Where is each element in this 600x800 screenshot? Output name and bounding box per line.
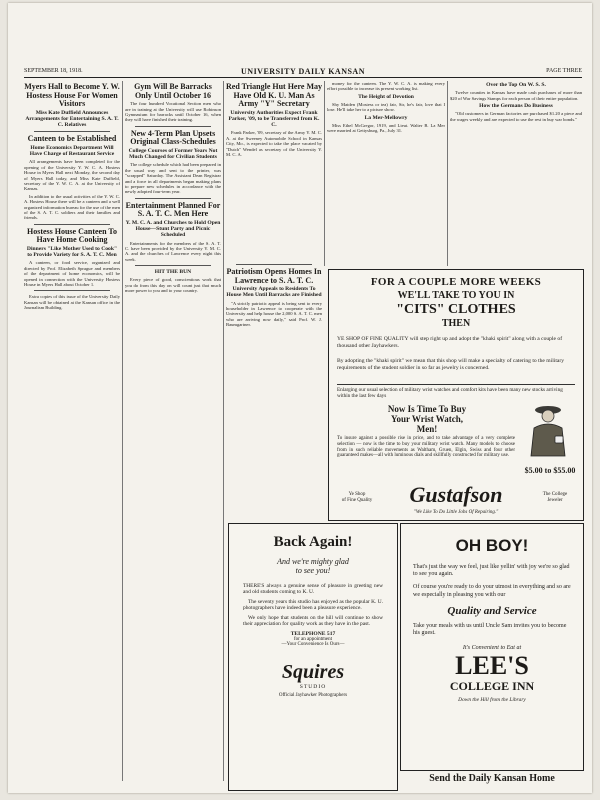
headline-hit-the-bun: HIT THE BUN [154, 269, 192, 276]
ad-body-2: By adopting the "khaki spirit" we mean that this shop will make a specialty of catering to the military requirements of the student soldier in so far as jewelry is concerned. [337, 358, 565, 371]
price-range: $5.00 to $55.00 [524, 466, 576, 475]
squires-telephone: TELEPHONE 517 [290, 631, 336, 638]
squires-studio: STUDIO [299, 684, 327, 691]
column-rule [324, 81, 325, 266]
ad-headline-1: FOR A COUPLE MORE WEEKS [370, 276, 542, 288]
article-paragraph: Miss Ethel McGregor, 1919, and Lieut. Walter B. La Mer were married at Gettysburg, Pa., July 31. [327, 123, 445, 134]
watch-line-3: Men! [416, 424, 438, 434]
ad-left-tag [337, 492, 377, 504]
lees-body-3: Take your meals with us until Uncle Sam invites you to become his guest. [413, 622, 567, 637]
subhead-university-appeals: University Appeals to Residents To House Men Until Barracks are Finished [226, 286, 322, 299]
column-rule [223, 81, 224, 781]
watch-line-2: Your Wrist Watch, [390, 414, 464, 424]
headline-entertainment: Entertainment Planned For S. A. T. C. Men Here [125, 200, 221, 219]
article-paragraph: Frank Parker, '09, secretary of the Army Y. M. C. A. at the Sweeney Automobile School in Kansas City, Mo., is expected to take the place vacated by "Dutch" Wendel as secretary of the University Y. M. C. A. [226, 130, 322, 158]
ad-squires [228, 523, 398, 791]
squires-appt-1: for an appointment [293, 637, 333, 643]
article-paragraph: "Old customers in German factories are purchased $1.20 a piece and the wages weekly and are expected to use the rest in buy war bonds." [450, 111, 582, 122]
article-paragraph: Shy Maiden (Mostess or tea) fair, Sir, he's fair, love that I lose. He'll take her to a picture show. [327, 102, 445, 113]
article-paragraph: The college schedule which had been prepared in the usual way and sent to the printer, was "scrapped" Saturday. The Assistant Dean Registrar and a force in all departments began making plans to prepare new schedules in accordance with the newly adopted four-term year. [125, 162, 221, 195]
divider [34, 131, 110, 132]
gustafson-logo: Gustafson [409, 482, 503, 507]
squires-body-3: We only hope that students on the hill will continue to show their appreciation for quality work as they have in the past. [243, 614, 383, 628]
article-paragraph: "A strictly patriotic appeal is being sent to every householder in Lawrence to cooperate with the University and help house the 2,000 S. A. T. C. men who are arriving now daily," said Prof. W. J. Baumgartner. [226, 300, 322, 328]
right-tag-line-2: Jeweler [547, 498, 563, 503]
left-tag-line-1: Ye Shop [348, 492, 366, 497]
ad-watch-body: To insure against a possible rise in price, and to take advantage of a very complete selection — now is the time to buy your military wrist watch. Many models to choose from in such reliable movements as Waltham, Gruen, Elgin, Swiss and four other guaranteed makes—all with luminous dials and skillfully constructed for military use. [337, 436, 515, 459]
column-2 [125, 81, 221, 781]
ad-right-tag [533, 492, 577, 504]
divider [34, 224, 110, 225]
column-5 [450, 81, 582, 266]
divider [34, 290, 110, 291]
headline-canteen: Canteen to be Established [27, 134, 117, 144]
article-paragraph: money for the canteen. The Y. W. C. A. is making every effort possible to increase its present working list. [327, 81, 445, 92]
headline-germans: How the Germans Do Business [479, 103, 553, 110]
ad-body-3: Enlarging our usual selection of military wrist watches and comfort kits have been many new stocks arriving within the last few days [337, 384, 575, 399]
ad-slogan: "We Like To Do Little Jobs Of Repairing." [413, 510, 499, 515]
article-paragraph: Twelve counties in Kansas have made cash purchases of more than $20 of War Savings Stamps for each person of their entire population. [450, 90, 582, 101]
article-paragraph: Every piece of good, conscientious work that you do from this day on will count just that much more power to you and to your country. [125, 277, 221, 294]
column-rule [447, 81, 448, 266]
article-paragraph: All arrangements have been completed for the opening of the University Y. W. C. A. Hostess House in Myers Hall next Monday, the second day of Myers Hall today, and Miss Kate Duffield, secretary of the Y. W. C. A. at the University of Kansas. [24, 159, 120, 192]
subhead-dinners: Dinners "Like Mother Used to Cook" to Provide Variety for S. A. T. C. Men [26, 246, 118, 259]
divider [236, 264, 312, 265]
wrist-watch-icon [555, 436, 563, 443]
page-header [24, 67, 582, 78]
subhead-duffield: Miss Kate Duffield Announces Arrangements for Entertaining S. A. T. C. Relatives [25, 109, 119, 129]
lees-name: LEE'S [455, 651, 529, 681]
lees-body-2: Of course you're ready to do your utmost in everything and so are we especially in pleasing you with our [413, 584, 571, 598]
article-paragraph: A canteen, or food service, organized and directed by Prof. Elizabeth Sprague and members of the department of home economics, will be opened in connection with the University Hostess House in Myers Hall about October 1. [24, 260, 120, 288]
article-paragraph: Extra copies of this issue of the University Daily Kansan will be obtained at the Kansan office in the Journalism Building. [24, 294, 120, 311]
article-paragraph: Entertainments for the members of the S. A. T. C. have been provided by the University Y. M. C. A. and the churches of Lawrence every night this week. [125, 240, 221, 262]
article-paragraph: In addition to the usual activities of the Y. W. C. A. Hostess House there will be a canteen and a well organized information bureau for the use of the men of the S. A. T. C. soldiers and their families and friends. [24, 193, 120, 221]
headline-four-term-plan: New 4-Term Plan Upsets Original Class-Schedules [130, 128, 216, 147]
ad-lees-college-inn [400, 523, 584, 771]
lees-down-the-hill: Down the Hill from the Library [458, 697, 526, 704]
squires-tagline: Official Jayhawker Photographers [278, 693, 348, 699]
subhead-college-courses: College Courses of Former Years Not Much Changed for Civilian Students [128, 148, 218, 161]
squires-logo: Squires [281, 661, 345, 684]
column-1 [24, 81, 120, 781]
headline-hostess-house-canteen: Hostess House Canteen To Have Home Cooking [26, 226, 117, 245]
ad-gustafson [328, 269, 584, 521]
squires-body [243, 583, 383, 627]
header-page: PAGE THREE [546, 68, 582, 74]
headline-over-the-top: Over the Top On W. S. S. [486, 82, 546, 88]
ad-headline-2: WE'LL TAKE TO YOU IN [397, 290, 515, 301]
footer-send-kansan-home: Send the Daily Kansan Home [429, 773, 555, 784]
lees-body-1: That's just the way we feel, just like yellin' with joy we're so glad to see you again. [413, 564, 570, 578]
column-rule [122, 81, 123, 781]
squires-body-2: The seventy years this studio has enjoyed as the popular K. U. photographers have indeed been a pleasure experience. [243, 598, 383, 612]
squires-headline: Back Again! [273, 534, 353, 550]
left-tag-line-2: of Fine Quality [341, 498, 373, 503]
right-tag-line-1: The College [542, 492, 568, 497]
column-3-lower [226, 261, 322, 521]
ad-body-1: YE SHOP OF FINE QUALITY will step right up and adopt the "khaki spirit" along with a couple of thousand other Jayhawkers. [337, 336, 563, 349]
squires-appt-2: —Your Convenience Is Ours— [281, 642, 345, 648]
soldier-illustration [519, 400, 577, 462]
divider [135, 126, 211, 127]
headline-gym-barracks: Gym Will Be Barracks Only Until October 16 [134, 82, 212, 100]
subhead-home-economics: Home Economics Department Will Have Charge of Restaurant Service [29, 144, 115, 158]
masthead-title: UNIVERSITY DAILY KANSAN [241, 67, 365, 76]
newspaper-page [8, 3, 592, 793]
lees-quality: Quality and Service [447, 604, 537, 617]
headline-la-mer: La Mer-Mellowry [364, 114, 408, 121]
watch-line-1: Now Is Time To Buy [387, 404, 467, 414]
article-paragraph: The four hundred Vocational Section men who are in training at the University will use Robinson Gymnasium for barracks until October 16, when they will have finished their training. [125, 101, 221, 123]
wrist-watch-block [337, 404, 517, 434]
lees-college-inn: COLLEGE INN [449, 679, 535, 694]
ad-headline-3: "CITS" CLOTHES [396, 302, 516, 317]
squires-body-1: THERE'S always a genuine sense of pleasure in greeting new and old students coming to K. U. [243, 583, 383, 596]
lees-convenient: It's Convenient to Eat at [462, 645, 522, 652]
headline-myers-hall: Myers Hall to Become Y. W. Hostess House For Women Visitors [24, 82, 120, 109]
header-date: SEPTEMBER 18, 1918. [24, 68, 83, 74]
lees-headline: OH BOY! [455, 536, 529, 555]
squires-sub-2: to see you! [295, 566, 331, 575]
column-3 [226, 81, 322, 266]
subhead-ymca-churches: Y. M. C. A. and Churches to Hold Open House—Stunt Party and Picnic Scheduled [125, 220, 221, 239]
headline-patriotism: Patriotism Opens Homes In Lawrence to S. A. T. C. [226, 267, 322, 285]
squires-sub-1: And we're mighty glad [277, 557, 349, 566]
subhead-frank-parker: University Authorities Expect Frank Parker, '09, to be Transferred from K. C. [228, 109, 320, 129]
ad-headline-4: THEN [441, 318, 471, 329]
divider [135, 198, 211, 199]
headline-red-triangle: Red Triangle Hut Here May Have Old K. U. Man As Army "Y" Secretary [226, 82, 322, 109]
headline-height-of-devotion: The Height of Devotion [358, 93, 414, 100]
column-4 [327, 81, 445, 266]
divider [135, 265, 211, 266]
